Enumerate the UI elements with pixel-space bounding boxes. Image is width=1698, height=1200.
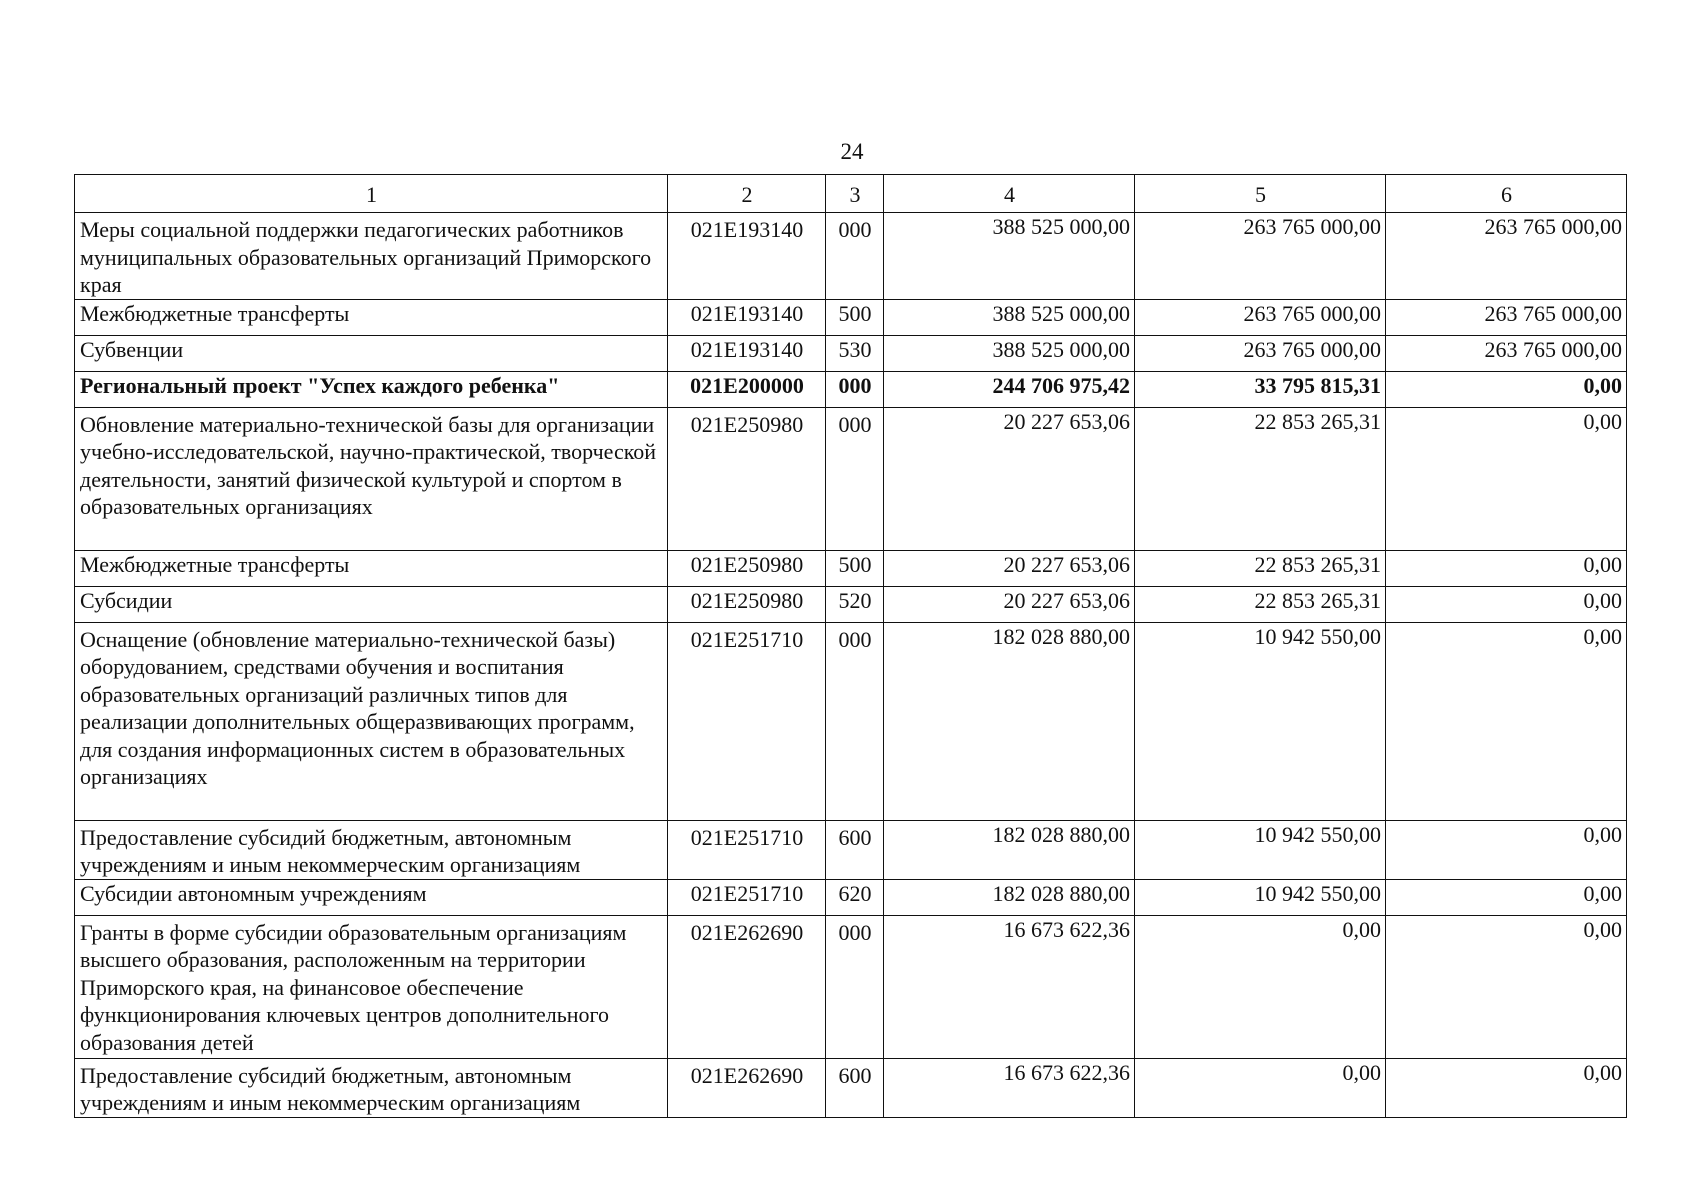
row-value-4: 388 525 000,00 — [884, 299, 1135, 335]
row-code: 021E193140 — [668, 213, 826, 300]
budget-table — [74, 174, 1627, 1118]
row-value-6: 263 765 000,00 — [1386, 335, 1627, 371]
row-value-5: 10 942 550,00 — [1135, 879, 1386, 915]
row-value-5: 0,00 — [1135, 915, 1386, 1058]
table-row — [75, 586, 1627, 622]
row-value-4: 182 028 880,00 — [884, 622, 1135, 820]
row-value-5: 33 795 815,31 — [1135, 371, 1386, 407]
row-type: 000 — [826, 407, 884, 550]
row-name: Субсидии автономным учреждениям — [75, 879, 668, 915]
table-row — [75, 879, 1627, 915]
row-name: Предоставление субсидий бюджетным, автономным учреждениям и иным некоммерческим организациям — [75, 820, 668, 879]
row-value-5: 0,00 — [1135, 1058, 1386, 1117]
row-name: Обновление материально-технической базы для организации учебно-исследовательской, научно-практической, творческой деятельности, занятий физической культурой и спортом в образовательных организациях — [75, 407, 668, 550]
row-type: 530 — [826, 335, 884, 371]
row-name: Гранты в форме субсидии образовательным организациям высшего образования, расположенным на территории Приморского края, на финансовое обеспечение функционирования ключевых центров дополнительного образования детей — [75, 915, 668, 1058]
row-value-5: 22 853 265,31 — [1135, 586, 1386, 622]
row-type: 000 — [826, 915, 884, 1058]
row-value-6: 0,00 — [1386, 820, 1627, 879]
row-value-4: 388 525 000,00 — [884, 335, 1135, 371]
row-value-6: 0,00 — [1386, 586, 1627, 622]
row-type: 000 — [826, 371, 884, 407]
table-row — [75, 407, 1627, 550]
row-name: Меры социальной поддержки педагогических работников муниципальных образовательных организаций Приморского края — [75, 213, 668, 300]
row-code: 021E193140 — [668, 335, 826, 371]
row-value-4: 16 673 622,36 — [884, 915, 1135, 1058]
table-row — [75, 1058, 1627, 1117]
row-value-5: 10 942 550,00 — [1135, 622, 1386, 820]
row-value-5: 263 765 000,00 — [1135, 299, 1386, 335]
row-value-5: 263 765 000,00 — [1135, 213, 1386, 300]
row-value-4: 182 028 880,00 — [884, 879, 1135, 915]
table-row — [75, 915, 1627, 1058]
table-row — [75, 550, 1627, 586]
row-type: 000 — [826, 622, 884, 820]
row-name: Субсидии — [75, 586, 668, 622]
column-header: 3 — [826, 175, 884, 213]
row-code: 021E251710 — [668, 622, 826, 820]
row-code: 021E250980 — [668, 407, 826, 550]
row-value-6: 0,00 — [1386, 550, 1627, 586]
row-value-6: 0,00 — [1386, 622, 1627, 820]
row-name: Оснащение (обновление материально-технической базы) оборудованием, средствами обучения и воспитания образовательных организаций различных типов для реализации дополнительных общеразвивающих программ, для создания информационных систем в образовательных организациях — [75, 622, 668, 820]
row-code: 021E250980 — [668, 550, 826, 586]
row-name: Межбюджетные трансферты — [75, 550, 668, 586]
row-name: Региональный проект "Успех каждого ребенка" — [75, 371, 668, 407]
table-row-section — [75, 371, 1627, 407]
row-value-6: 0,00 — [1386, 915, 1627, 1058]
row-name: Предоставление субсидий бюджетным, автономным учреждениям и иным некоммерческим организациям — [75, 1058, 668, 1117]
row-code: 021E250980 — [668, 586, 826, 622]
row-type: 600 — [826, 820, 884, 879]
row-value-4: 182 028 880,00 — [884, 820, 1135, 879]
row-value-4: 20 227 653,06 — [884, 550, 1135, 586]
row-name: Межбюджетные трансферты — [75, 299, 668, 335]
row-value-4: 244 706 975,42 — [884, 371, 1135, 407]
row-type: 520 — [826, 586, 884, 622]
table-row — [75, 622, 1627, 820]
row-value-6: 263 765 000,00 — [1386, 213, 1627, 300]
column-header: 6 — [1386, 175, 1627, 213]
row-value-4: 16 673 622,36 — [884, 1058, 1135, 1117]
row-name: Субвенции — [75, 335, 668, 371]
row-type: 500 — [826, 299, 884, 335]
page-number: 24 — [840, 139, 864, 164]
row-value-6: 263 765 000,00 — [1386, 299, 1627, 335]
row-code: 021E262690 — [668, 915, 826, 1058]
row-code: 021E262690 — [668, 1058, 826, 1117]
column-header: 1 — [75, 175, 668, 213]
table-row — [75, 335, 1627, 371]
row-value-5: 263 765 000,00 — [1135, 335, 1386, 371]
table-row — [75, 213, 1627, 300]
row-type: 000 — [826, 213, 884, 300]
row-code: 021E251710 — [668, 820, 826, 879]
row-code: 021E251710 — [668, 879, 826, 915]
row-code: 021E200000 — [668, 371, 826, 407]
column-header: 2 — [668, 175, 826, 213]
column-header: 4 — [884, 175, 1135, 213]
row-value-4: 388 525 000,00 — [884, 213, 1135, 300]
row-value-4: 20 227 653,06 — [884, 407, 1135, 550]
row-value-5: 22 853 265,31 — [1135, 407, 1386, 550]
table-row — [75, 820, 1627, 879]
row-value-5: 10 942 550,00 — [1135, 820, 1386, 879]
row-value-5: 22 853 265,31 — [1135, 550, 1386, 586]
row-type: 500 — [826, 550, 884, 586]
row-value-4: 20 227 653,06 — [884, 586, 1135, 622]
row-value-6: 0,00 — [1386, 407, 1627, 550]
row-value-6: 0,00 — [1386, 1058, 1627, 1117]
row-type: 620 — [826, 879, 884, 915]
column-header: 5 — [1135, 175, 1386, 213]
table-row — [75, 299, 1627, 335]
row-value-6: 0,00 — [1386, 879, 1627, 915]
row-type: 600 — [826, 1058, 884, 1117]
row-value-6: 0,00 — [1386, 371, 1627, 407]
row-code: 021E193140 — [668, 299, 826, 335]
table-header-row — [75, 175, 1627, 213]
